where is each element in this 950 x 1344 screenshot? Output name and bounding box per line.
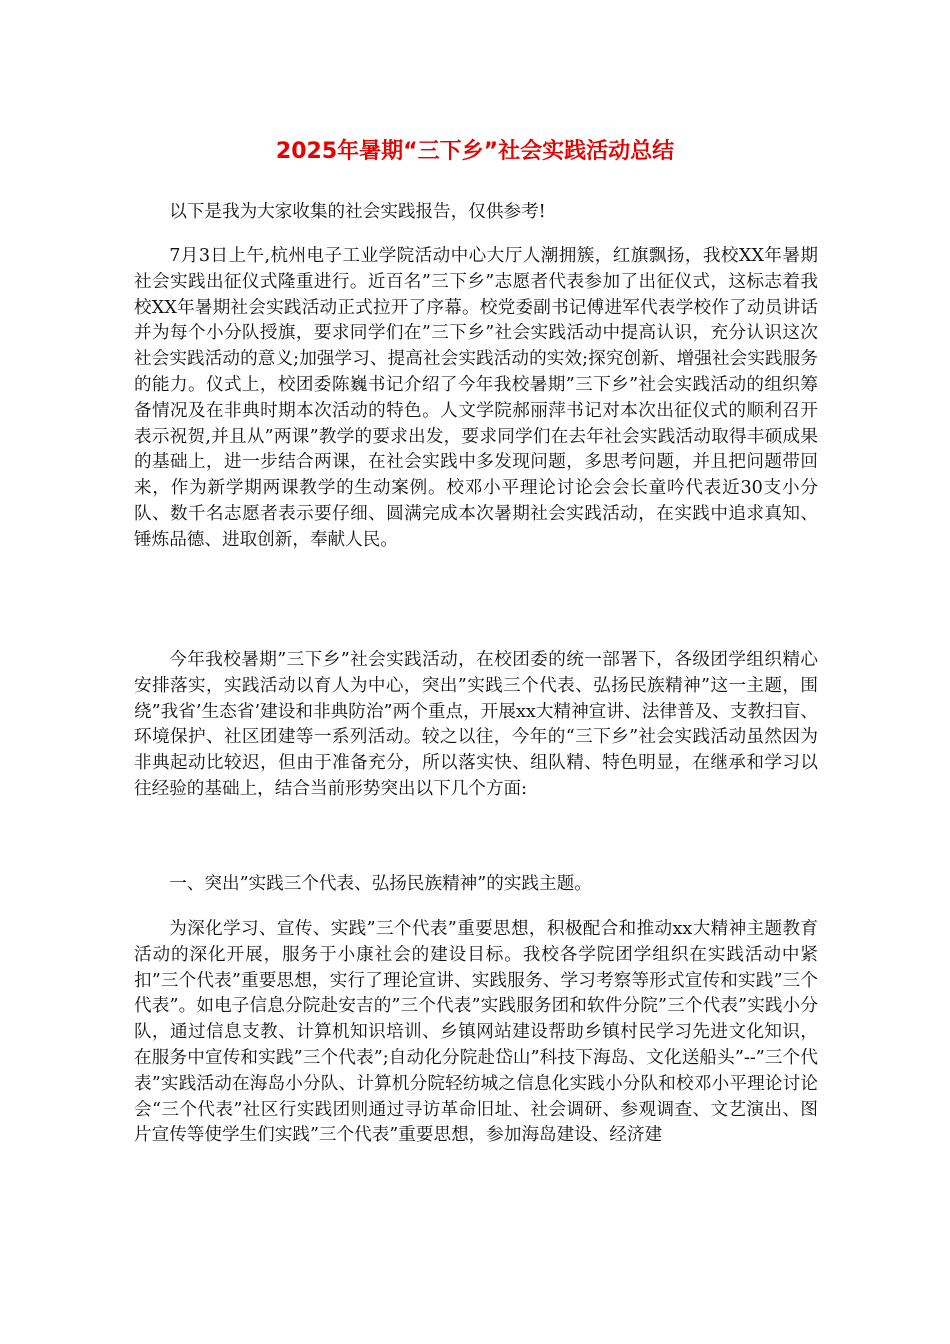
intro-paragraph: 以下是我为大家收集的社会实践报告，仅供参考! bbox=[169, 202, 546, 222]
paragraph-theme: 为深化学习、宣传、实践”三个代表”重要思想，积极配合和推动xx大精神主题教育活动的深化开展，服务于小康社会的建设目标。我校各学院团学组织在实践活动中紧扣”三个代表”重要思想，实行了理论宣讲、实践服务、学习考察等形式宣传和实践”三个代表”。如电子信息分院赴安吉的”三个代表”实践服务团和软件分院”三个代表”实践小分队，通过信息支教、计算机知识培训、乡镇网站建设帮助乡镇村民学习先进文化知识，在服务中宣传和实践”三个代表”;自动化分院赴岱山”科技下海岛、文化送船头”--”三个代表”实践活动在海岛小分队、计算机分院轻纺城之信息化实践小分队和校邓小平理论讨论会“三个代表”社区行实践团则通过寻访革命旧址、社会调研、参观调查、文艺演出、图片宣传等使学生们实践”三个代表”重要思想，参加海岛建设、经济建 bbox=[134, 919, 818, 1146]
paragraph-overview: 今年我校暑期”三下乡”社会实践活动，在校团委的统一部署下，各级团学组织精心安排落实，实践活动以育人为中心，突出”实践三个代表、弘扬民族精神”这一主题，围绕”我省’生态省’建设和非典防治”两个重点，开展xx大精神宣讲、法律普及、支教扫盲、环境保护、社区团建等一系列活动。较之以往，今年的“三下乡”社会实践活动虽然因为非典起动比较迟，但由于准备充分，所以落实快、组队精、特色明显，在继承和学习以往经验的基础上，结合当前形势突出以下几个方面: bbox=[134, 650, 818, 799]
document-title: 2025年暑期“三下乡”社会实践活动总结 bbox=[275, 139, 675, 164]
paragraph-ceremony: 7月3日上午,杭州电子工业学院活动中心大厅人潮拥簇，红旗飘扬，我校XX年暑期社会实践出征仪式隆重进行。近百名”三下乡”志愿者代表参加了出征仪式，这标志着我校XX年暑期社会实践活动正式拉开了序幕。校党委副书记傅进军代表学校作了动员讲话并为每个小分队授旗，要求同学们在”三下乡”社会实践活动中提高认识，充分认识这次社会实践活动的意义;加强学习、提高社会实践活动的实效;探究创新、增强社会实践服务的能力。仪式上，校团委陈巍书记介绍了今年我校暑期”三下乡”社会实践活动的组织筹备情况及在非典时期本次活动的特色。人文学院郝丽萍书记对本次出征仪式的顺利召开表示祝贺,并且从”两课”教学的要求出发，要求同学们在去年社会实践活动取得丰硕成果的基础上，进一步结合两课，在社会实践中多发现问题，多思考问题，并且把问题带回来，作为新学期两课教学的生动案例。校邓小平理论讨论会会长童吟代表近30支小分队、数千名志愿者表示要仔细、圆满完成本次暑期社会实践活动，在实践中追求真知、锤炼品德、进取创新，奉献人民。 bbox=[134, 246, 818, 550]
section-heading-1: 一、突出”实践三个代表、弘扬民族精神”的实践主题。 bbox=[169, 874, 592, 894]
